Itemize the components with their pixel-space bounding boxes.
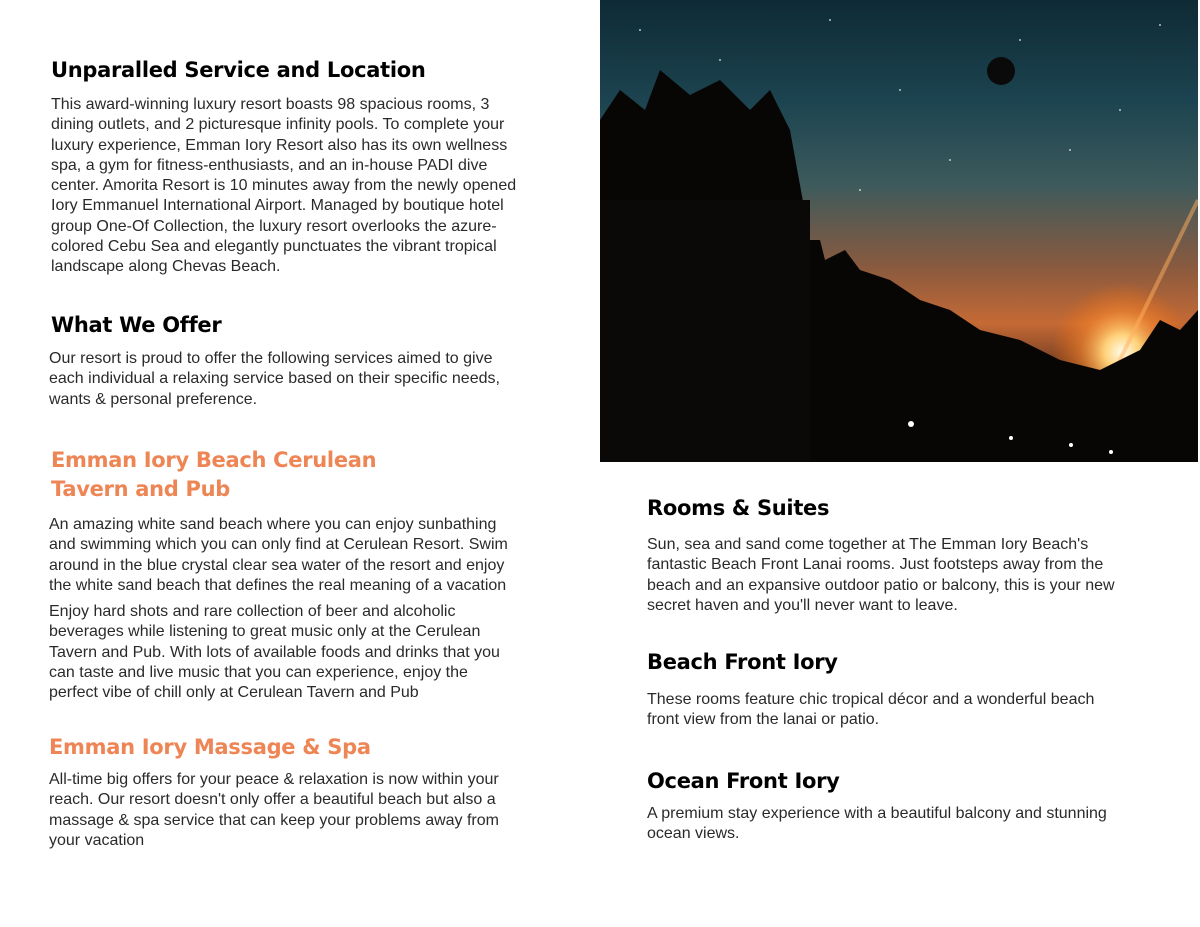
text-line: the white sand beach that defines the real meaning of a vacation (49, 576, 507, 594)
text-line: landscape along Chevas Beach. (51, 258, 281, 276)
beach-front-paragraph (647, 690, 1094, 731)
section-title-cerulean-tavern (51, 446, 376, 504)
text-line: spa, a gym for fitness-enthusiasts, and an in-house PADI dive (51, 156, 488, 174)
resort-sunset-photo (600, 0, 1198, 462)
text-line: group One-Of Collection, the luxury resort overlooks the azure- (51, 217, 497, 235)
what-we-offer-paragraph (49, 349, 500, 410)
section-title-service-location: Unparalled Service and Location (51, 58, 426, 82)
text-line: massage & spa service that can keep your problems away from (49, 811, 499, 829)
text-line: Emman Iory Beach Cerulean (51, 448, 377, 472)
text-line: luxury experience, Emman Iory Resort also has its own wellness (51, 136, 508, 154)
text-line: beach and an expansive outdoor patio or balcony, this is your new (647, 576, 1115, 594)
text-line: Tavern and Pub (51, 477, 230, 501)
text-line: fantastic Beach Front Lanai rooms. Just footsteps away from the (647, 556, 1104, 574)
cerulean-tavern-paragraph (49, 602, 500, 703)
text-line: A premium stay experience with a beautiful balcony and stunning (647, 805, 1107, 822)
text-line: ocean views. (647, 825, 740, 843)
text-line: perfect vibe of chill only at Cerulean Tavern and Pub (49, 684, 419, 702)
text-line: Tavern and Pub. With lots of available foods and drinks that you (49, 643, 500, 661)
text-line: These rooms feature chic tropical décor and a wonderful beach (647, 691, 1095, 708)
text-line: wants & personal preference. (49, 390, 258, 408)
section-title-massage-spa: Emman Iory Massage & Spa (49, 735, 371, 759)
sunset-silhouette-illustration (600, 0, 1198, 462)
section-title-what-we-offer: What We Offer (51, 313, 222, 337)
cerulean-beach-paragraph (49, 515, 508, 596)
text-line: front view from the lanai or patio. (647, 711, 880, 729)
text-line: This award-winning luxury resort boasts 98 spacious rooms, 3 (51, 96, 490, 113)
text-line: around in the blue crystal clear sea water of the resort and enjoy (49, 556, 505, 574)
text-line: Enjoy hard shots and rare collection of beer and alcoholic (49, 603, 456, 620)
text-line: Sun, sea and sand come together at The Emman Iory Beach's (647, 536, 1089, 553)
service-location-paragraph (51, 95, 516, 278)
text-line: each individual a relaxing service based on their specific needs, (49, 370, 500, 388)
moon-silhouette (987, 57, 1015, 85)
text-line: your vacation (49, 831, 145, 849)
text-line: reach. Our resort doesn't only offer a beautiful beach but also a (49, 791, 496, 809)
text-line: center. Amorita Resort is 10 minutes away from the newly opened (51, 177, 517, 195)
text-line: Iory Emmanuel International Airport. Managed by boutique hotel (51, 197, 504, 215)
section-title-beach-front: Beach Front Iory (647, 650, 838, 674)
text-line: beverages while listening to great music only at the Cerulean (49, 623, 481, 641)
text-line: can taste and live music that you can experience, enjoy the (49, 663, 468, 681)
section-title-ocean-front: Ocean Front Iory (647, 769, 840, 793)
text-line: All-time big offers for your peace & relaxation is now within your (49, 771, 499, 788)
text-line: An amazing white sand beach where you can enjoy sunbathing (49, 516, 497, 533)
massage-spa-paragraph (49, 770, 499, 851)
text-line: dining outlets, and 2 picturesque infinity pools. To complete your (51, 116, 505, 134)
rooms-suites-paragraph (647, 535, 1115, 616)
text-line: colored Cebu Sea and elegantly punctuates the vibrant tropical (51, 238, 497, 256)
text-line: and swimming which you can only find at Cerulean Resort. Swim (49, 536, 508, 554)
text-line: Our resort is proud to offer the following services aimed to give (49, 350, 493, 367)
section-title-rooms-suites: Rooms & Suites (647, 496, 830, 520)
text-line: secret haven and you'll never want to leave. (647, 596, 958, 614)
ocean-front-paragraph (647, 804, 1107, 845)
